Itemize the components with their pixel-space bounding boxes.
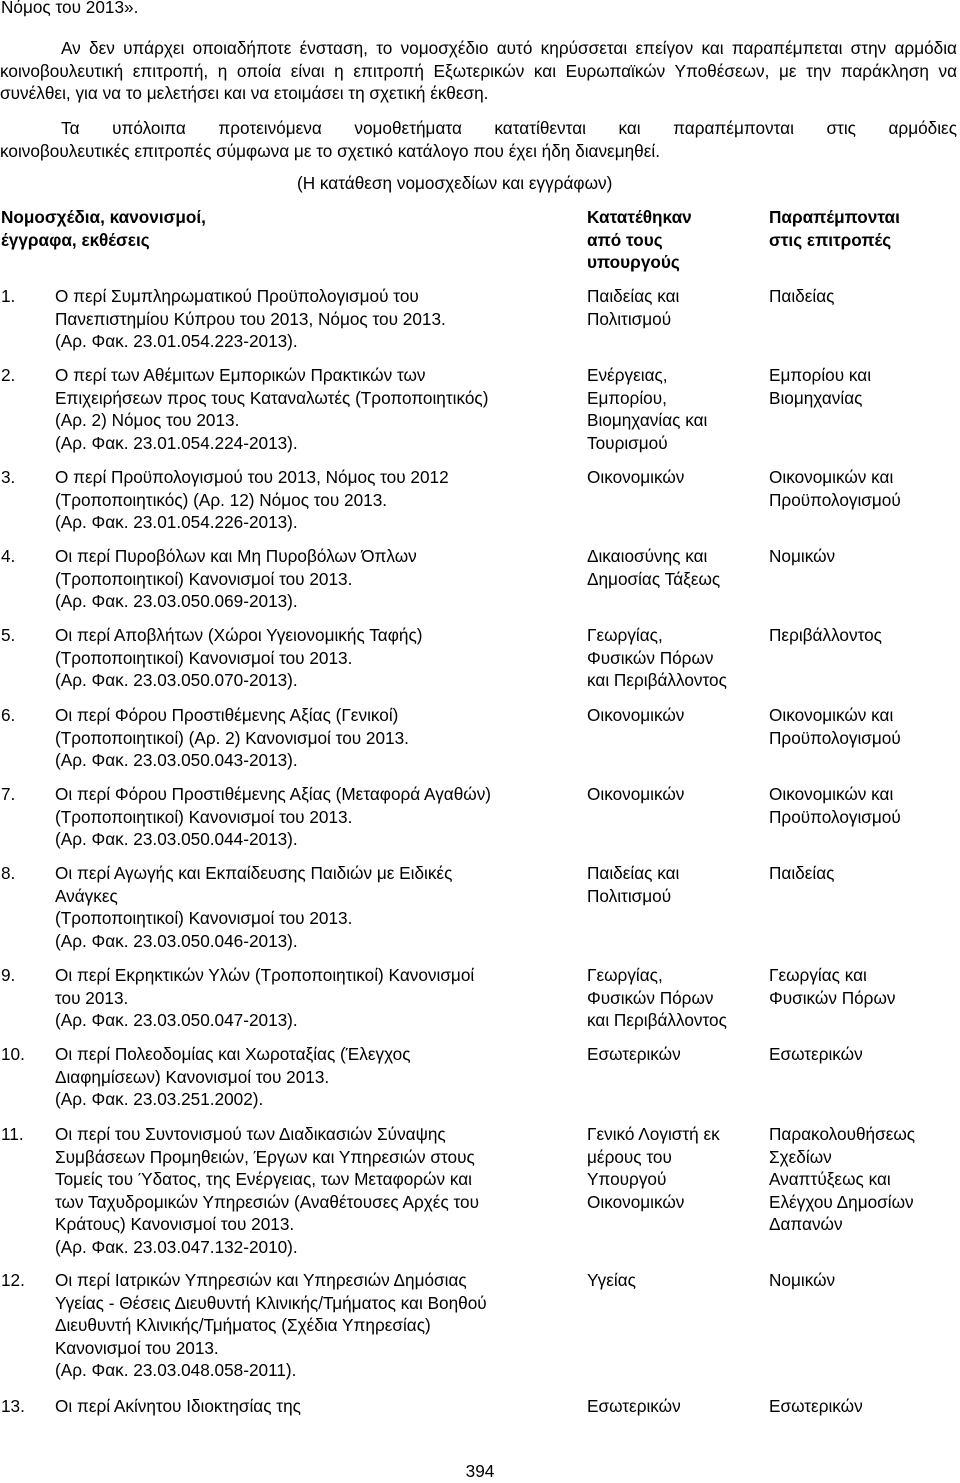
urgent-bill-text: Αν δεν υπάρχει οποιαδήποτε ένσταση, το νομοσχέδιο αυτό κηρύσσεται επείγον και παραπέμπεται στην αρμόδια κοινοβουλευτική επιτροπή, η οποία είναι η επιτροπή Εξωτερικών και Ευρωπαϊκών Υποθέσεων, με την παράκληση να συνέλθει, για να το μελετήσει και να ετοιμάσει τη σχετική έκθεση. (0, 38, 957, 104)
item-title-line: (Τροποποιητικοί) Κανονισμοί του 2013. (55, 568, 353, 589)
item-referred-to (769, 466, 959, 511)
item-filed-by-line: Γενικό Λογιστή εκ (587, 1124, 720, 1144)
item-filed-by-line: Οικονομικών (587, 1191, 685, 1212)
item-title (55, 1395, 570, 1418)
item-number: 7. (1, 784, 16, 804)
item-title (55, 1269, 570, 1382)
item-filed-by-line: Υπουργού (587, 1169, 667, 1190)
item-filed-by (587, 364, 762, 454)
item-referred-to (769, 964, 959, 1009)
item-title-line: Οι περί Πολεοδομίας και Χωροταξίας (Έλεγχος (55, 1044, 411, 1064)
item-referred-to-line: Σχεδίων (769, 1146, 832, 1167)
item-filed-by-line: Πολιτισμού (587, 885, 672, 906)
item-title-line: (Αρ. Φακ. 23.03.050.043-2013). (55, 750, 298, 771)
item-referred-to (769, 1395, 959, 1418)
item-referred-to-line: Οικονομικών και (769, 467, 894, 487)
item-title (55, 364, 570, 454)
item-filed-by (587, 1123, 762, 1213)
item-filed-by-line: Εσωτερικών (587, 1044, 681, 1064)
item-filed-by-line: και Περιβάλλοντος (587, 1010, 727, 1031)
column-header-filed-by-line: από τους (587, 229, 663, 250)
item-filed-by (587, 1395, 762, 1418)
item-filed-by-line: Γεωργίας, (587, 625, 663, 645)
item-referred-to-line: Βιομηχανίας (769, 387, 863, 408)
page-number: 394 (465, 1461, 495, 1481)
item-filed-by-line: Φυσικών Πόρων (587, 987, 714, 1008)
item-title (55, 964, 570, 1032)
item-referred-to-line: Φυσικών Πόρων (769, 987, 896, 1008)
item-number: 9. (1, 965, 16, 985)
item-referred-to (769, 624, 959, 647)
item-filed-by (587, 783, 762, 806)
item-referred-to-line: Εσωτερικών (769, 1044, 863, 1064)
item-title-line: Οι περί Φόρου Προστιθέμενης Αξίας (Γενικοί) (55, 705, 399, 725)
item-referred-to-line: Προϋπολογισμού (769, 806, 901, 827)
item-referred-to (769, 364, 959, 409)
item-number: 3. (1, 467, 16, 487)
item-referred-to-line: Προϋπολογισμού (769, 489, 901, 510)
item-filed-by-line: μέρους του (587, 1146, 672, 1167)
item-filed-by-line: Εμπορίου, (587, 387, 667, 408)
item-referred-to-line: Νομικών (769, 1270, 836, 1290)
item-title-line: (Αρ. Φακ. 23.01.054.226-2013). (55, 512, 298, 533)
item-title-line: Διευθυντή Κλινικής/Τμήματος (Σχέδια Υπηρεσίας) (55, 1315, 431, 1336)
item-title-line: Κανονισμοί του 2013. (55, 1337, 219, 1358)
item-title-line: (Αρ. Φακ. 23.03.050.070-2013). (55, 670, 298, 691)
item-title-line: Ο περί Συμπληρωματικού Προϋπολογισμού του (55, 286, 419, 306)
item-referred-to (769, 1123, 959, 1236)
item-filed-by-line: Φυσικών Πόρων (587, 647, 714, 668)
item-title-line: Ο περί των Αθέμιτων Εμπορικών Πρακτικών των (55, 365, 426, 385)
item-title-line: (Αρ. Φακ. 23.03.047.132-2010). (55, 1236, 298, 1257)
item-number: 13. (1, 1396, 25, 1416)
item-title-line: Υγείας - Θέσεις Διευθυντή Κλινικής/Τμήματος και Βοηθού (55, 1292, 487, 1313)
item-title-line: (Τροποποιητικός) (Αρ. 12) Νόμος του 2013. (55, 489, 388, 510)
item-referred-to (769, 545, 959, 568)
item-filed-by-line: Παιδείας και (587, 286, 680, 306)
item-referred-to-line: Παρακολουθήσεως (769, 1124, 916, 1144)
item-referred-to-line: Προϋπολογισμού (769, 727, 901, 748)
item-title-line: Κράτους) Κανονισμοί του 2013. (55, 1214, 295, 1235)
item-filed-by-line: Υγείας (587, 1270, 636, 1290)
item-number: 8. (1, 863, 16, 883)
item-title (55, 624, 570, 692)
item-title-line: Τομείς του Ύδατος, της Ενέργειας, των Μεταφορών και (55, 1169, 472, 1190)
item-filed-by-line: Βιομηχανίας και (587, 410, 708, 431)
item-title-line: Ανάγκες (55, 885, 118, 906)
item-filed-by-line: και Περιβάλλοντος (587, 670, 727, 691)
item-title-line: (Αρ. Φακ. 23.03.251.2002). (55, 1089, 264, 1110)
item-referred-to-line: Γεωργίας και (769, 965, 867, 985)
item-filed-by (587, 466, 762, 489)
item-title-line: Οι περί Φόρου Προστιθέμενης Αξίας (Μεταφορά Αγαθών) (55, 784, 492, 804)
item-referred-to (769, 1269, 959, 1292)
item-filed-by-line: Οικονομικών (587, 784, 685, 804)
item-title (55, 545, 570, 613)
referral-line-2: κοινοβουλευτικές επιτροπές σύμφωνα με το σχετικό κατάλογο που έχει ήδη διανεμηθεί. (0, 140, 660, 161)
item-number: 2. (1, 365, 16, 385)
item-number: 12. (1, 1270, 25, 1290)
item-title-line: (Αρ. Φακ. 23.03.050.047-2013). (55, 1010, 298, 1031)
section-subtitle: (Η κατάθεση νομοσχεδίων και εγγράφων) (297, 173, 613, 193)
item-referred-to (769, 1043, 959, 1066)
column-header-referred-to-line: στις επιτροπές (769, 229, 892, 250)
item-title-line: (Αρ. Φακ. 23.03.050.069-2013). (55, 591, 298, 612)
item-filed-by (587, 964, 762, 1032)
previous-item-tail: Νόμος του 2013». (1, 0, 139, 17)
item-title (55, 1043, 570, 1111)
item-title (55, 466, 570, 534)
item-title-line: Οι περί Πυροβόλων και Μη Πυροβόλων Όπλων (55, 546, 417, 566)
item-title (55, 704, 570, 772)
item-title-line: Οι περί Αγωγής και Εκπαίδευσης Παιδιών με Ειδικές (55, 863, 453, 883)
item-filed-by (587, 545, 762, 590)
item-filed-by-line: Γεωργίας, (587, 965, 663, 985)
item-filed-by-line: Παιδείας και (587, 863, 680, 883)
item-referred-to-line: Νομικών (769, 546, 836, 566)
item-number: 6. (1, 705, 16, 725)
item-filed-by-line: Δικαιοσύνης και (587, 546, 708, 566)
item-title-line: (Αρ. Φακ. 23.01.054.224-2013). (55, 432, 298, 453)
item-filed-by (587, 624, 762, 692)
item-title-line: (Αρ. Φακ. 23.03.048.058-2011). (55, 1360, 297, 1381)
item-number: 10. (1, 1044, 25, 1064)
item-filed-by (587, 1269, 762, 1292)
item-filed-by-line: Εσωτερικών (587, 1396, 681, 1416)
item-referred-to-line: Εσωτερικών (769, 1396, 863, 1416)
column-header-referred-to (769, 206, 900, 251)
item-title-line: Συμβάσεων Προμηθειών, Έργων και Υπηρεσιών στους (55, 1146, 475, 1167)
column-header-documents-line: Νομοσχέδια, κανονισμοί, (1, 207, 206, 227)
item-title-line: Οι περί Ιατρικών Υπηρεσιών και Υπηρεσιών Δημόσιας (55, 1270, 467, 1290)
item-filed-by (587, 704, 762, 727)
item-referred-to (769, 783, 959, 828)
item-title-line: Ο περί Προϋπολογισμού του 2013, Νόμος του 2012 (55, 467, 449, 487)
item-referred-to-line: Παιδείας (769, 863, 835, 883)
item-title-line: (Τροποποιητικοί) (Αρ. 2) Κανονισμοί του 2013. (55, 727, 409, 748)
item-title-line: των Ταχυδρομικών Υπηρεσιών (Αναθέτουσες Αρχές του (55, 1191, 480, 1212)
item-filed-by-line: Οικονομικών (587, 467, 685, 487)
item-referred-to (769, 862, 959, 885)
item-title (55, 1123, 570, 1259)
item-title (55, 285, 570, 353)
item-number: 1. (1, 286, 16, 306)
item-referred-to (769, 704, 959, 749)
item-title-line: Διαφημίσεων) Κανονισμοί του 2013. (55, 1066, 330, 1087)
item-referred-to-line: Ελέγχου Δημοσίων (769, 1191, 914, 1212)
item-filed-by-line: Δημοσίας Τάξεως (587, 568, 721, 589)
item-title-line: (Αρ. 2) Νόμος του 2013. (55, 410, 240, 431)
item-referred-to-line: Αναπτύξεως και (769, 1169, 891, 1190)
item-title-line: (Αρ. Φακ. 23.01.054.223-2013). (55, 331, 298, 352)
column-header-filed-by-line: υπουργούς (587, 252, 680, 273)
item-filed-by-line: Ενέργειας, (587, 365, 668, 385)
item-title-line: Επιχειρήσεων προς τους Καταναλωτές (Τροποποιητικός) (55, 387, 489, 408)
column-header-documents (1, 206, 206, 251)
item-title-line: (Αρ. Φακ. 23.03.050.046-2013). (55, 930, 298, 951)
item-filed-by (587, 862, 762, 907)
item-filed-by (587, 1043, 762, 1066)
item-title-line: (Τροποποιητικοί) Κανονισμοί του 2013. (55, 806, 353, 827)
item-referred-to-line: Οικονομικών και (769, 784, 894, 804)
item-filed-by (587, 285, 762, 330)
referral-line-1-text: Τα υπόλοιπα προτεινόμενα νομοθετήματα κατατίθενται και παραπέμπονται στις αρμόδιες (61, 118, 957, 138)
item-referred-to-line: Εμπορίου και (769, 365, 872, 385)
item-title-line: Πανεπιστημίου Κύπρου του 2013, Νόμος του 2013. (55, 308, 446, 329)
item-title (55, 862, 570, 952)
item-title-line: (Τροποποιητικοί) Κανονισμοί του 2013. (55, 647, 353, 668)
item-title-line: (Τροποποιητικοί) Κανονισμοί του 2013. (55, 908, 353, 929)
item-number: 4. (1, 546, 16, 566)
item-filed-by-line: Πολιτισμού (587, 308, 672, 329)
referral-line-1 (0, 117, 957, 140)
item-title-line: (Αρ. Φακ. 23.03.050.044-2013). (55, 829, 298, 850)
item-referred-to-line: Δαπανών (769, 1214, 843, 1235)
item-number: 5. (1, 625, 16, 645)
column-header-filed-by-line: Κατατέθηκαν (587, 207, 692, 227)
item-title-line: Οι περί Εκρηκτικών Υλών (Τροποποιητικοί) Κανονισμοί (55, 965, 475, 985)
item-number: 11. (1, 1124, 24, 1144)
item-referred-to-line: Παιδείας (769, 286, 835, 306)
item-referred-to-line: Οικονομικών και (769, 705, 894, 725)
item-title (55, 783, 570, 851)
item-title-line: του 2013. (55, 987, 129, 1008)
column-header-referred-to-line: Παραπέμπονται (769, 207, 900, 227)
item-title-line: Οι περί Αποβλήτων (Χώροι Υγειονομικής Ταφής) (55, 625, 423, 645)
column-header-documents-line: έγγραφα, εκθέσεις (1, 229, 150, 250)
item-referred-to-line: Περιβάλλοντος (769, 625, 882, 645)
item-filed-by-line: Τουρισμού (587, 432, 668, 453)
column-header-filed-by (587, 206, 692, 274)
item-title-line: Οι περί του Συντονισμού των Διαδικασιών Σύναψης (55, 1124, 446, 1144)
item-referred-to (769, 285, 959, 308)
item-title-line: Οι περί Ακίνητου Ιδιοκτησίας της (55, 1396, 301, 1416)
referral-paragraph (0, 117, 957, 162)
item-filed-by-line: Οικονομικών (587, 705, 685, 725)
urgent-bill-paragraph (0, 37, 957, 105)
